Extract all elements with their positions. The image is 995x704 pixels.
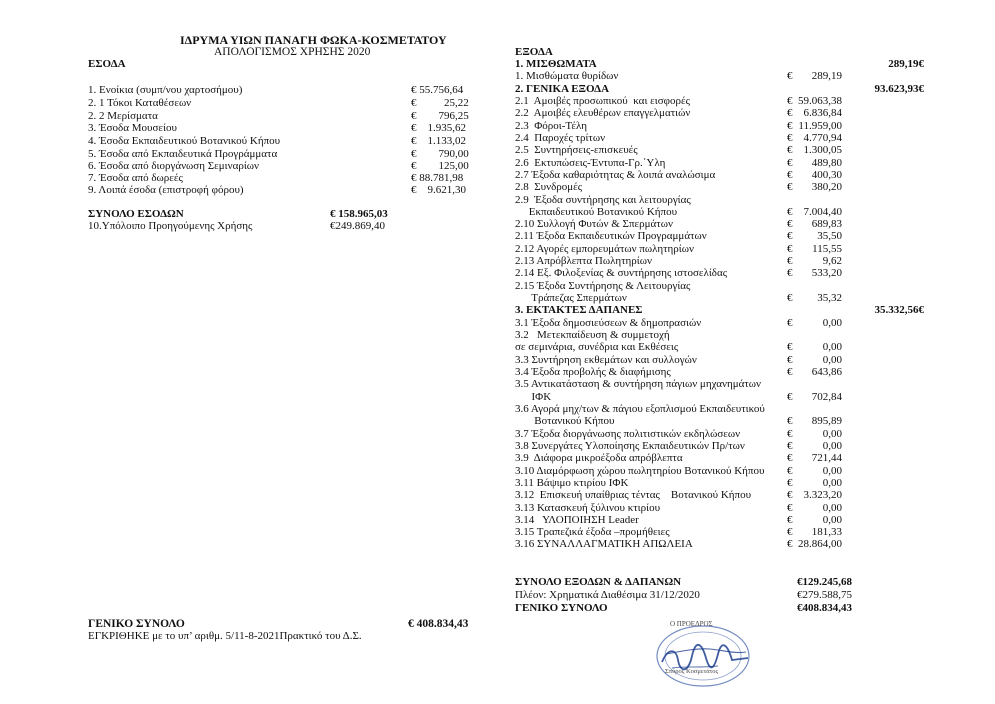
expense-row-amount: 289,19 [811,70,842,83]
income-item-label: 1. Ενοίκια (συμπ/νου χαρτοσήμου) [88,84,243,96]
expense-row-label: 2.7 Έξοδα καθαριότητας & λοιπά αναλώσιμα [515,168,716,181]
expense-row-label: 2.1 Αμοιβές προσωπικού και εισφορές [515,94,690,107]
expense-row-label: 3.6 Αγορά μηχ/των & πάγιου εξοπλισμού Εκπαιδευτικού [515,402,765,415]
expense-row-currency: € [787,316,793,329]
expense-row-currency: € [787,415,793,428]
expense-row-label: 2.4 Παροχές τρίτων [515,131,606,144]
expense-row-label: 3.15 Τραπεζικά έξοδα –προμήθειες [515,526,670,539]
income-item-amount: € 125,00 [411,160,469,172]
expense-row-currency: € [787,255,793,268]
expense-row-label: σε σεμινάρια, συνέδρια και Εκθέσεις [515,341,679,354]
expense-row-currency: € [787,538,793,551]
expense-row-amount: 1.300,05 [803,144,842,157]
document-title: ΙΔΡΥΜΑ ΥΙΩΝ ΠΑΝΑΓΗ ΦΩΚΑ-ΚΟΣΜΕΤΑΤΟΥ [180,33,447,47]
summary-amount: €129.245,68 [797,576,852,588]
expense-row-label: 1. ΜΙΣΘΩΜΑΤΑ [515,58,597,70]
expense-row-currency: € [787,501,793,514]
expense-row-label: 3.11 Βάψιμο κτιρίου ΙΦΚ [515,476,629,489]
expense-row-amount: 0,00 [822,501,842,514]
expense-row-currency: € [787,476,793,489]
expense-row-label: Τράπεζας Σπερμάτων [515,292,627,305]
prev-balance-amount: €249.869,40 [330,220,385,232]
summary-label: ΣΥΝΟΛΟ ΕΞΟΔΩΝ & ΔΑΠΑΝΩΝ [515,576,682,588]
expense-row-currency: € [787,341,793,354]
expense-row-label: 3.9 Διάφορα μικροέξοδα απρόβλεπτα [515,452,683,465]
expense-row-label: 3.3 Συντήρηση εκθεμάτων και συλλογών [515,353,697,366]
expense-row-label: 3.16 ΣΥΝΑΛΛΑΓΜΑΤΙΚΗ ΑΠΩΛΕΙΑ [515,538,693,551]
income-item-label: 5. Έσοδα από Εκπαιδευτικά Προγράμματα [88,148,278,160]
expense-row-label: Βοτανικού Κήπου [515,415,615,428]
expense-row-amount: 0,00 [822,439,842,452]
expense-row-currency: € [787,292,793,305]
expense-row-currency: € [787,131,793,144]
signature-stamp [648,618,758,696]
expense-row-amount: 0,00 [822,341,842,354]
expense-row-label: 2.10 Συλλογή Φυτών & Σπερμάτων [515,218,673,231]
expense-row-amount: 721,44 [811,452,842,465]
income-item-amount: € 25,22 [411,97,469,109]
income-item-label: 7. Έσοδα από δωρεές [88,172,183,184]
expense-row-currency: € [787,366,793,378]
expense-row-label: 2.11 Έξοδα Εκπαιδευτικών Προγραμμάτων [515,230,707,243]
expense-row-label: 2.2 Αμοιβές ελευθέρων επαγγελματιών [515,107,691,120]
expense-row-label: 3.2 Μετεκπαίδευση & συμμετοχή [515,329,670,342]
expense-row-currency: € [787,218,793,231]
approval-note: ΕΓΚΡΙΘΗΚΕ με το υπ’ αριθμ. 5/11-8-2021Πρακτικό του Δ.Σ. [88,630,362,642]
expense-row-label: Εκπαιδευτικού Βοτανικού Κήπου [515,205,678,218]
expense-row-amount: 0,00 [822,513,842,526]
expense-row-amount: 895,89 [811,415,842,428]
expense-row-amount: 7.004,40 [803,205,842,218]
income-total-label: ΣΥΝΟΛΟ ΕΣΟΔΩΝ [88,208,184,220]
expense-row-label: 2. ΓΕΝΙΚΑ ΕΞΟΔΑ [515,82,610,95]
grand-total-label: ΓΕΝΙΚΟ ΣΥΝΟΛΟ [88,618,185,630]
income-item-label: 3. Έσοδα Μουσείου [88,122,177,134]
income-item-label: 2. 2 Μερίσματα [88,110,158,122]
income-item-label: 9. Λοιπά έσοδα (επιστροφή φόρου) [88,184,244,196]
expense-row-label: 2.3 Φόροι-Τέλη [515,119,587,132]
expense-row-label: 3. ΕΚΤΑΚΤΕΣ ΔΑΠΑΝΕΣ [515,304,643,317]
expense-row-amount: 9,62 [822,255,842,268]
income-heading: ΕΣΟΔΑ [88,58,126,70]
expense-row-amount: 0,00 [822,427,842,440]
summary-amount: €279.588,75 [797,589,852,601]
expense-row-currency: € [787,144,793,157]
expense-row-currency: € [787,390,793,403]
expense-row-currency: € [787,94,793,107]
expense-row-amount: 59.063,38 [798,94,842,107]
expense-row-amount: 689,83 [811,218,842,231]
stamp-label: Ο ΠΡΟΕΔΡΟΣ [670,620,713,628]
expense-row-currency: € [787,181,793,194]
expense-row-amount: 115,55 [812,242,842,255]
expense-row-amount: 0,00 [822,316,842,329]
income-item-label: 4. Έσοδα Εκπαιδευτικού Βοτανικού Κήπου [88,135,281,147]
expense-row-amount: 11.959,00 [798,119,842,132]
stamp-name: Σπύρος Κοσμετάτος [665,668,719,675]
expense-row-amount: 380,20 [811,181,842,194]
expense-row-currency: € [787,353,793,366]
income-item-amount: € 55.756,64 [411,84,464,96]
expense-row-amount: 489,80 [811,156,842,169]
income-item-amount: € 1.133,02 [411,135,466,147]
expense-row-label: 3.14 ΥΛΟΠΟΙΗΣΗ Leader [515,513,639,526]
income-item-label: 2. 1 Τόκοι Καταθέσεων [88,97,192,109]
expense-row-label: 3.13 Κατασκευή ξύλινου κτιρίου [515,501,661,514]
expenses-heading: ΕΞΟΔΑ [515,46,553,58]
expense-row-label: 2.12 Αγορές εμπορευμάτων πωλητηρίων [515,242,694,255]
prev-balance-label: 10.Υπόλοιπο Προηγούμενης Χρήσης [88,220,253,232]
summary-label: Πλέον: Χρηματικά Διαθέσιμα 31/12/2020 [515,589,700,601]
expense-row-amount: 35,32 [817,292,842,305]
expense-row-label: 3.8 Συνεργάτες Υλοποίησης Εκπαιδευτικών Πρ/των [515,439,745,452]
expense-row-currency: € [787,230,793,243]
expense-row-label: 3.7 Έξοδα διοργάνωσης πολιτιστικών εκδηλώσεων [515,427,741,440]
expense-row-amount: 643,86 [811,366,842,378]
expense-row-currency: € [787,119,793,132]
expense-row-amount: 0,00 [822,476,842,489]
expense-row-currency: € [787,156,793,169]
expense-row-amount: 702,84 [811,390,842,403]
expense-row-label: 3.1 Έξοδα δημοσιεύσεων & δημοπρασιών [515,316,702,329]
expense-row-amount: 6.836,84 [803,107,842,120]
expense-row-currency: € [787,526,793,539]
expense-row-currency: € [787,267,793,280]
expense-row-label: ΙΦΚ [515,390,552,403]
expense-row-amount: 181,33 [811,526,842,539]
income-item-amount: € 9.621,30 [411,184,466,196]
income-total-amount: € 158.965,03 [330,208,388,220]
income-item-amount: € 88.781,98 [411,172,464,184]
expense-row-currency: € [787,439,793,452]
expense-row-amount: 0,00 [822,353,842,366]
expense-row-label: 2.5 Συντηρήσεις-επισκευές [515,144,638,157]
income-item-amount: € 1.935,62 [411,122,466,134]
expense-row-label: 2.13 Απρόβλεπτα Πωλητηρίων [515,255,652,268]
expense-section-total: 93.623,93€ [874,82,924,95]
expense-row-currency: € [787,70,793,83]
expense-row-amount: 3.323,20 [803,489,842,502]
expense-row-currency: € [787,489,793,502]
expense-row-amount: 4.770,94 [803,131,842,144]
expense-row-label: 3.4 Έξοδα προβολής & διαφήμισης [515,366,671,378]
expense-row-currency: € [787,205,793,218]
expense-section-total: 289,19€ [888,58,924,70]
expense-row-label: 3.10 Διαμόρφωση χώρου πωλητηρίου Βοτανικού Κήπου [515,464,765,477]
income-item-amount: € 790,00 [411,148,469,160]
expense-row-label: 2.9 Έξοδα συντήρησης και λειτουργίας [515,193,691,206]
summary-amount: €408.834,43 [797,602,852,614]
expense-row-label: 2.15 Έξοδα Συντήρησης & Λειτουργίας [515,279,691,292]
income-item-amount: € 796,25 [411,110,469,122]
expense-row-amount: 533,20 [811,267,842,280]
expense-row-label: 2.14 Εξ. Φιλοξενίας & συντήρησης ιστοσελίδας [515,267,728,280]
expense-row-currency: € [787,452,793,465]
expense-row-amount: 28.864,00 [798,538,842,551]
expense-row-currency: € [787,242,793,255]
expense-row-currency: € [787,464,793,477]
expense-row-amount: 400,30 [811,168,842,181]
expense-row-currency: € [787,107,793,120]
expense-row-label: 2.8 Συνδρομές [515,181,583,194]
document-subtitle: ΑΠΟΛΟΓΙΣΜΟΣ ΧΡΗΣΗΣ 2020 [214,46,371,58]
summary-label: ΓΕΝΙΚΟ ΣΥΝΟΛΟ [515,602,608,614]
expense-row-amount: 0,00 [822,464,842,477]
expense-row-currency: € [787,513,793,526]
expense-row-label: 2.6 Εκτυπώσεις-Έντυπα-Γρ.΄Υλη [515,156,666,169]
expense-row-label: 1. Μισθώματα θυρίδων [515,70,619,83]
expense-row-currency: € [787,168,793,181]
expense-row-label: 3.5 Αντικατάσταση & συντήρηση πάγιων μηχανημάτων [515,378,761,391]
expense-section-total: 35.332,56€ [874,304,924,317]
income-item-label: 6. Έσοδα από διοργάνωση Σεμιναρίων [88,160,260,172]
expense-row-currency: € [787,427,793,440]
expense-row-amount: 35,50 [817,230,842,243]
grand-total-amount: € 408.834,43 [408,618,469,630]
expense-row-label: 3.12 Επισκευή υπαίθριας τέντας Βοτανικού Κήπου [515,489,752,502]
